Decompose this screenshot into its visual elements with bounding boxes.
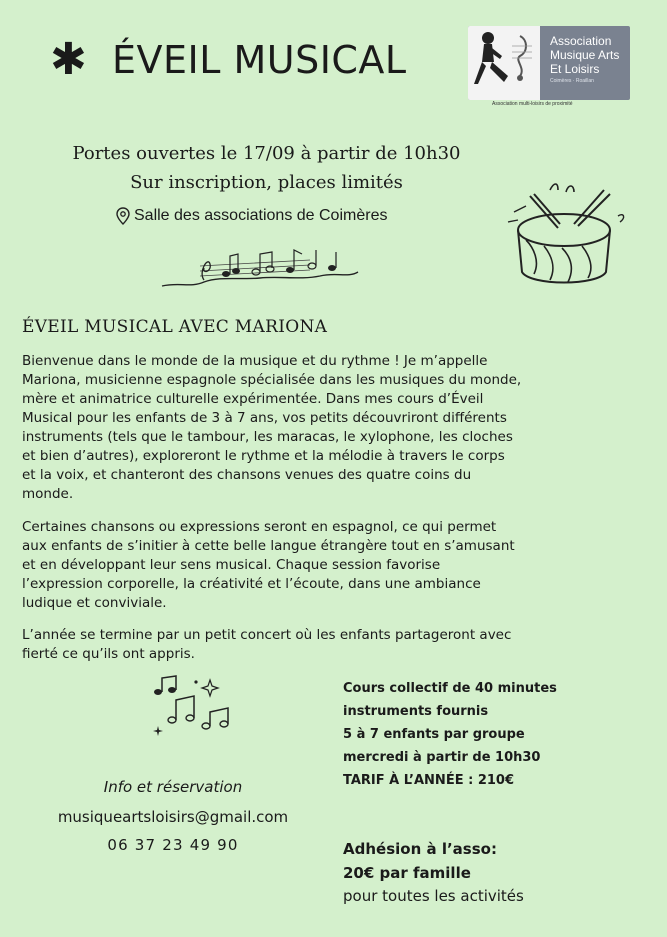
asterisk-icon: ✱ <box>50 34 87 85</box>
course-duration: Cours collectif de 40 minutes <box>343 681 557 696</box>
course-schedule: mercredi à partir de 10h30 <box>343 750 541 765</box>
logo-figure-area <box>468 26 540 100</box>
logo-line-2: Musique Arts <box>550 48 620 62</box>
drum-illustration <box>500 176 640 300</box>
logo-line-1: Association <box>550 34 612 48</box>
section-title: ÉVEIL MUSICAL AVEC MARIONA <box>22 317 328 337</box>
location-text: Salle des associations de Coimères <box>134 207 388 224</box>
page-title: ÉVEIL MUSICAL <box>112 38 407 82</box>
music-staff-decoration <box>160 242 360 298</box>
logo-subtitle: Association multi-loisirs de proximité <box>492 101 573 107</box>
open-day-headline: Portes ouvertes le 17/09 à partir de 10h30 <box>72 143 461 164</box>
course-instruments: instruments fournis <box>343 704 489 719</box>
logo-line-3: Et Loisirs <box>550 62 600 76</box>
map-pin-icon <box>116 207 130 225</box>
membership-price: 20€ par famille <box>343 864 471 882</box>
registration-headline: Sur inscription, places limités <box>130 172 403 193</box>
membership-title: Adhésion à l’asso: <box>343 840 497 858</box>
course-price: TARIF À L’ANNÉE : 210€ <box>343 773 515 788</box>
intro-paragraph: Bienvenue dans le monde de la musique et du rythme ! Je m’appelle Mariona, musicienne espagnole spécialisée dans les musiques du monde, mère et animatrice culturelle expérimentée. Dans mes cours d’Éveil Musical pour les enfants de 3 à 7 ans, vos petits découvriront différents instruments (tels que le tambour, les maracas, le xylophone, les cloches et bien d’autres), exploreront le rythme et la mélodie à travers le corps et la voix, et chanteront des chansons venues des quatre coins du monde. <box>22 353 522 502</box>
course-group-size: 5 à 7 enfants par groupe <box>343 727 525 742</box>
logo-small-text: Coimères · Roaillan <box>550 78 594 84</box>
contact-email[interactable]: musiqueartsloisirs@gmail.com <box>57 808 289 826</box>
spanish-paragraph: Certaines chansons ou expressions seront en espagnol, ce qui permet aux enfants de s’initier à cette belle langue étrangère tout en s’amusant et en développant leur sens musical. Chaque session favorise l’expression corporelle, la créativité et l’écoute, dans une ambiance ludique et conviviale. <box>22 519 515 611</box>
membership-scope: pour toutes les activités <box>343 887 524 905</box>
contact-phone[interactable]: 06 37 23 49 90 <box>107 836 239 854</box>
dancer-icon <box>468 26 540 100</box>
association-logo <box>468 26 630 100</box>
info-title: Info et réservation <box>103 778 243 796</box>
concert-paragraph: L’année se termine par un petit concert où les enfants partageront avec fierté ce qu’ils ont appris. <box>22 627 512 662</box>
music-notes-illustration <box>148 670 248 740</box>
location-line <box>116 207 387 225</box>
logo-text <box>550 34 619 76</box>
